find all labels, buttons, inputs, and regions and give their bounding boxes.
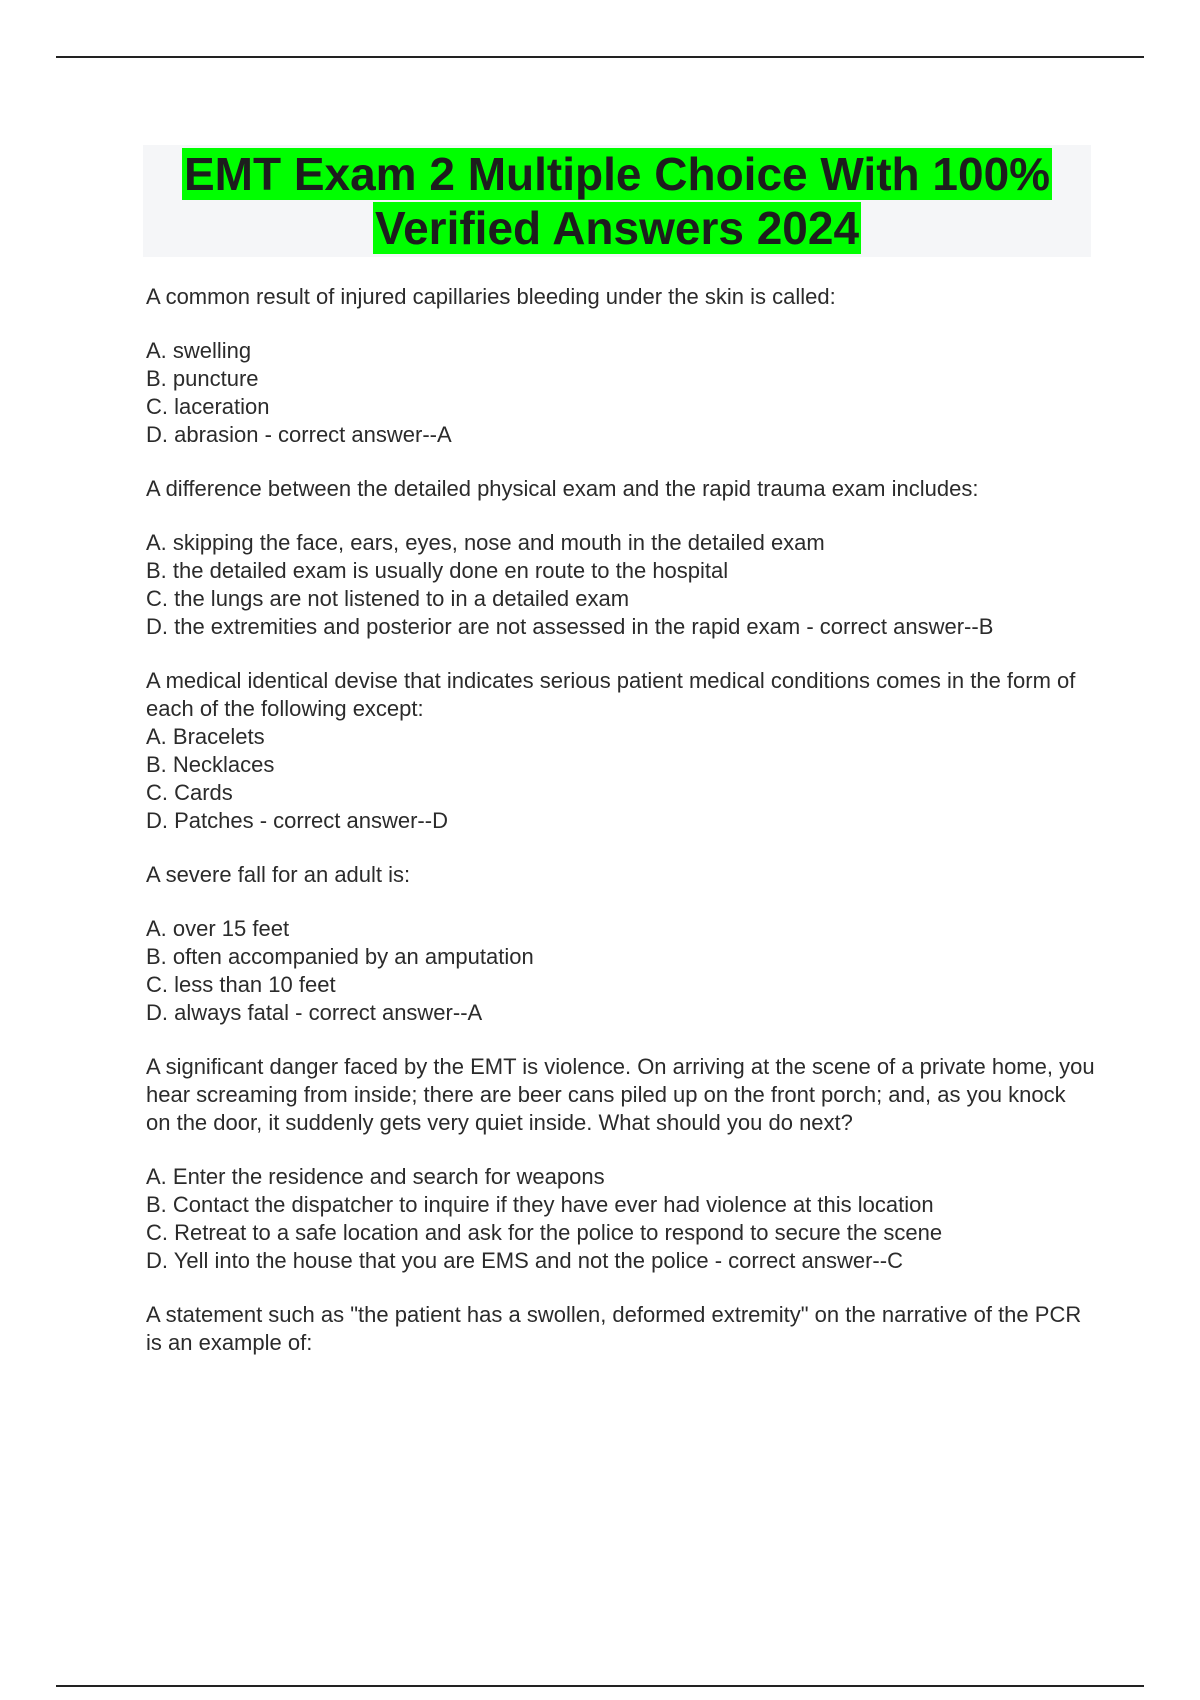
option-b: B. the detailed exam is usually done en route to the hospital (146, 558, 729, 583)
question-block (146, 667, 1096, 835)
question-block (146, 861, 1096, 1027)
question-block (146, 1301, 1096, 1357)
top-divider (56, 56, 1144, 58)
option-d-answer: D. Patches - correct answer--D (146, 808, 448, 833)
option-list (146, 915, 1096, 1027)
title-line-1: EMT Exam 2 Multiple Choice With 100% (183, 148, 1051, 200)
option-c: C. less than 10 feet (146, 972, 336, 997)
question-block (146, 1053, 1096, 1275)
option-a: A. swelling (146, 338, 252, 363)
option-a: A. over 15 feet (146, 916, 290, 941)
option-d-answer: D. Yell into the house that you are EMS and not the police - correct answer--C (146, 1248, 903, 1273)
option-list (146, 723, 1096, 835)
question-list (146, 283, 1096, 1383)
option-b: B. puncture (146, 366, 259, 391)
option-list (146, 1163, 1096, 1275)
option-d-answer: D. the extremities and posterior are not assessed in the rapid exam - correct answer--B (146, 614, 994, 639)
question-block (146, 475, 1096, 641)
option-c: C. Cards (146, 780, 233, 805)
question-text: A difference between the detailed physical exam and the rapid trauma exam includes: (146, 476, 979, 501)
question-text: A medical identical devise that indicates serious patient medical conditions comes in the form of each of the following except: (146, 668, 1076, 721)
question-text: A statement such as "the patient has a swollen, deformed extremity" on the narrative of the PCR is an example of: (146, 1302, 1082, 1355)
title-band (143, 145, 1091, 257)
option-c: C. the lungs are not listened to in a detailed exam (146, 586, 630, 611)
option-d-answer: D. abrasion - correct answer--A (146, 422, 452, 447)
option-list (146, 529, 1096, 641)
option-a: A. Enter the residence and search for weapons (146, 1164, 605, 1189)
option-a: A. skipping the face, ears, eyes, nose and mouth in the detailed exam (146, 530, 825, 555)
option-b: B. often accompanied by an amputation (146, 944, 534, 969)
title-line-2: Verified Answers 2024 (374, 202, 860, 254)
option-b: B. Necklaces (146, 752, 275, 777)
option-c: C. Retreat to a safe location and ask for the police to respond to secure the scene (146, 1220, 943, 1245)
question-text: A common result of injured capillaries bleeding under the skin is called: (146, 284, 836, 309)
option-b: B. Contact the dispatcher to inquire if they have ever had violence at this location (146, 1192, 934, 1217)
document-title (143, 145, 1091, 255)
option-c: C. laceration (146, 394, 270, 419)
option-d-answer: D. always fatal - correct answer--A (146, 1000, 483, 1025)
question-text: A severe fall for an adult is: (146, 862, 411, 887)
bottom-divider (56, 1685, 1144, 1687)
question-block (146, 283, 1096, 449)
option-list (146, 337, 1096, 449)
question-text: A significant danger faced by the EMT is violence. On arriving at the scene of a private home, you hear screaming from inside; there are beer cans piled up on the front porch; and, as you knock on the door, it suddenly gets very quiet inside. What should you do next? (146, 1054, 1095, 1135)
option-a: A. Bracelets (146, 724, 265, 749)
